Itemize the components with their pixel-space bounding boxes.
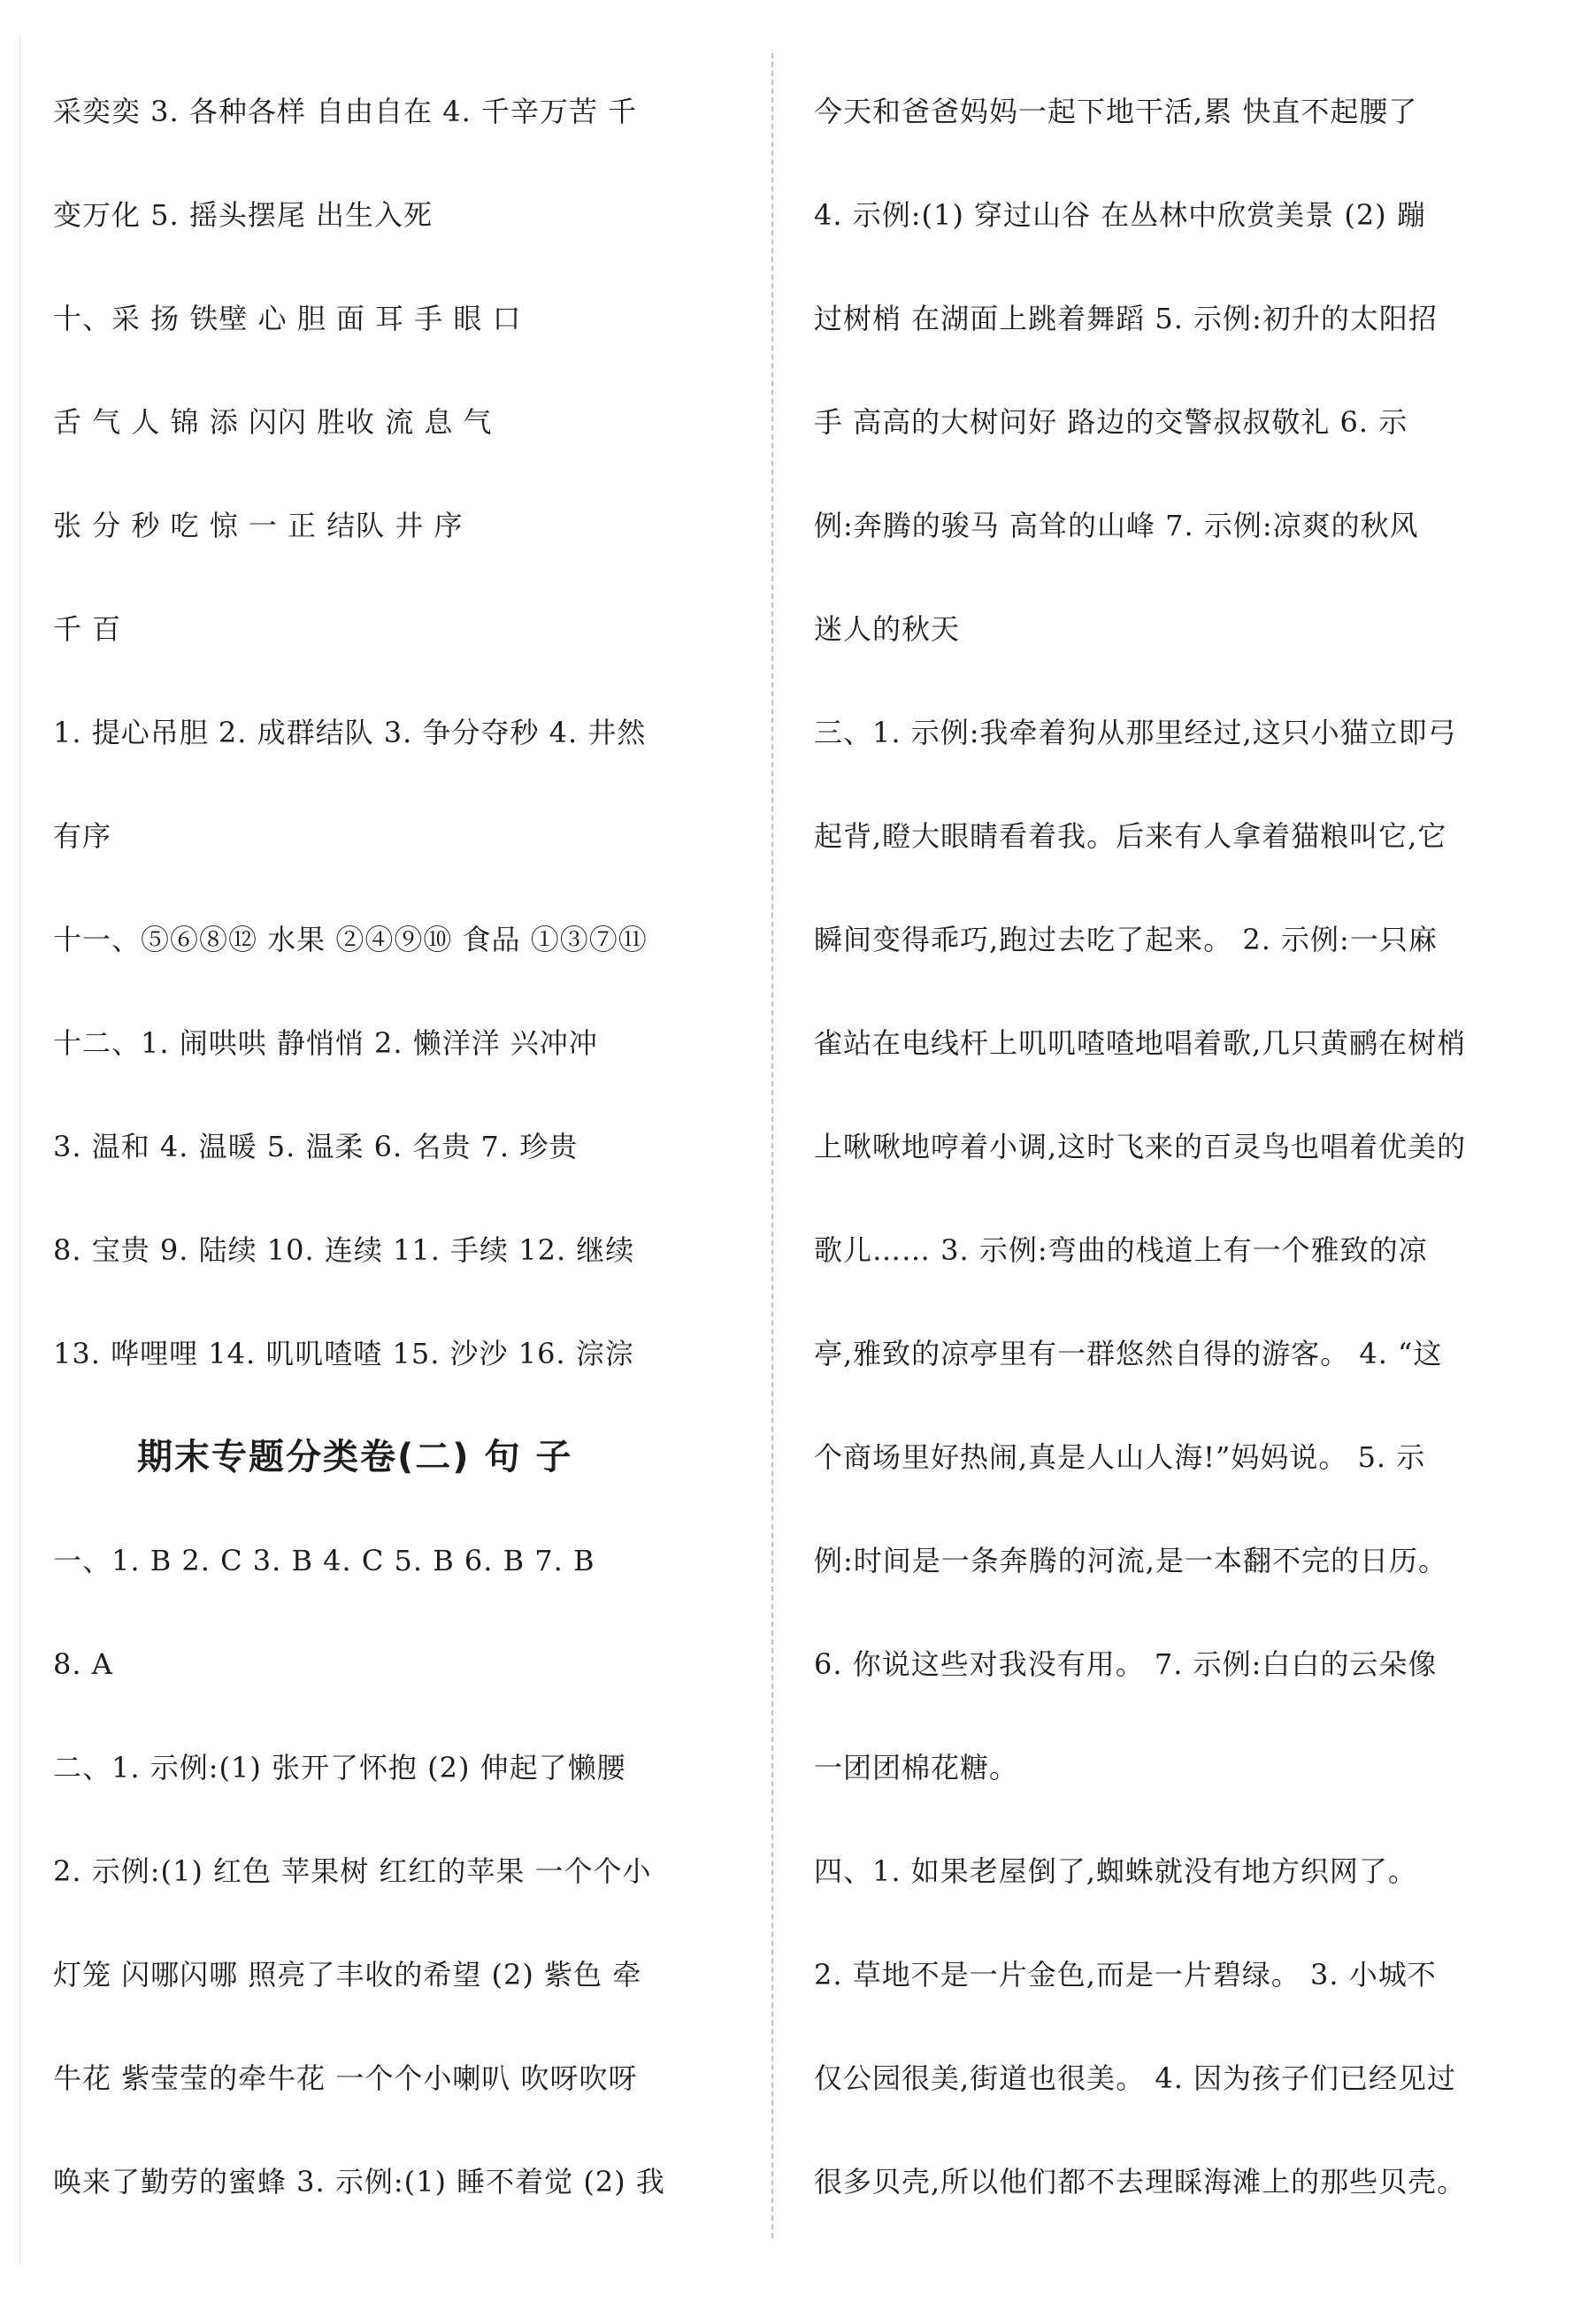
text-line: 8. A [53, 1647, 113, 1681]
text-line: 瞬间变得乖巧,跑过去吃了起来。 2. 示例:一只麻 [814, 923, 1438, 956]
text-line: 一、1. B 2. C 3. B 4. C 5. B 6. B 7. B [53, 1544, 595, 1577]
text-line: 例:时间是一条奔腾的河流,是一本翻不完的日历。 [814, 1544, 1447, 1577]
text-line: 唤来了勤劳的蜜蜂 3. 示例:(1) 睡不着觉 (2) 我 [53, 2165, 665, 2199]
text-line: 四、1. 如果老屋倒了,蜘蛛就没有地方织网了。 [814, 1854, 1417, 1888]
column-divider [771, 53, 773, 2238]
text-line: 过树梢 在湖面上跳着舞蹈 5. 示例:初升的太阳招 [814, 302, 1438, 335]
text-line: 仅公园很美,街道也很美。 4. 因为孩子们已经见过 [814, 2061, 1457, 2095]
text-line: 今天和爸爸妈妈一起下地干活,累 快直不起腰了 [814, 95, 1418, 128]
text-line: 舌 气 人 锦 添 闪闪 胜收 流 息 气 [53, 405, 493, 439]
text-line: 采奕奕 3. 各种各样 自由自在 4. 千辛万苦 千 [53, 95, 638, 128]
section-heading: 期末专题分类卷(二) 句 子 [137, 1437, 573, 1477]
text-line: 2. 示例:(1) 红色 苹果树 红红的苹果 一个个小 [53, 1854, 652, 1888]
text-line: 2. 草地不是一片金色,而是一片碧绿。 3. 小城不 [814, 1958, 1437, 1992]
left-column [53, 85, 752, 2259]
text-line: 6. 你说这些对我没有用。 7. 示例:白白的云朵像 [814, 1647, 1438, 1681]
text-line: 起背,瞪大眼睛看着我。后来有人拿着猫粮叫它,它 [814, 819, 1447, 853]
text-line: 牛花 紫莹莹的牵牛花 一个个小喇叭 吹呀吹呀 [53, 2061, 638, 2095]
text-line: 很多贝壳,所以他们都不去理睬海滩上的那些贝壳。 [814, 2165, 1467, 2199]
right-column [814, 85, 1504, 2259]
text-line: 张 分 秒 吃 惊 一 正 结队 井 序 [53, 509, 464, 542]
text-line: 上啾啾地哼着小调,这时飞来的百灵鸟也唱着优美的 [814, 1130, 1467, 1163]
text-line: 雀站在电线杆上叽叽喳喳地唱着歌,几只黄鹂在树梢 [814, 1026, 1467, 1060]
text-line: 手 高高的大树问好 路边的交警叔叔敬礼 6. 示 [814, 405, 1408, 439]
page-edge-line [19, 35, 20, 2265]
text-line: 二、1. 示例:(1) 张开了怀抱 (2) 伸起了懒腰 [53, 1751, 626, 1784]
text-line: 有序 [53, 819, 112, 853]
text-line: 1. 提心吊胆 2. 成群结队 3. 争分夺秒 4. 井然 [53, 716, 647, 749]
text-line: 一团团棉花糖。 [814, 1751, 1019, 1784]
text-line: 例:奔腾的骏马 高耸的山峰 7. 示例:凉爽的秋风 [814, 509, 1419, 542]
text-line: 变万化 5. 摇头摆尾 出生入死 [53, 198, 434, 232]
text-line: 个商场里好热闹,真是人山人海!”妈妈说。 5. 示 [814, 1440, 1426, 1474]
text-line: 8. 宝贵 9. 陆续 10. 连续 11. 手续 12. 继续 [53, 1233, 635, 1267]
text-line: 4. 示例:(1) 穿过山谷 在丛林中欣赏美景 (2) 蹦 [814, 198, 1426, 232]
text-line: 十、采 扬 铁壁 心 胆 面 耳 手 眼 口 [53, 302, 522, 335]
text-line: 十二、1. 闹哄哄 静悄悄 2. 懒洋洋 兴冲冲 [53, 1026, 598, 1060]
text-line: 千 百 [53, 612, 122, 646]
text-line: 迷人的秋天 [814, 612, 961, 646]
text-line: 13. 哗哩哩 14. 叽叽喳喳 15. 沙沙 16. 淙淙 [53, 1337, 634, 1370]
text-line: 歌儿…… 3. 示例:弯曲的栈道上有一个雅致的凉 [814, 1233, 1428, 1267]
text-line: 灯笼 闪哪闪哪 照亮了丰收的希望 (2) 紫色 牵 [53, 1958, 642, 1992]
text-line: 十一、⑤⑥⑧⑫ 水果 ②④⑨⑩ 食品 ①③⑦⑪ [53, 923, 648, 956]
text-line: 亭,雅致的凉亭里有一群悠然自得的游客。 4. “这 [814, 1337, 1443, 1370]
text-line: 3. 温和 4. 温暖 5. 温柔 6. 名贵 7. 珍贵 [53, 1130, 579, 1163]
text-line: 三、1. 示例:我牵着狗从那里经过,这只小猫立即弓 [814, 716, 1457, 749]
